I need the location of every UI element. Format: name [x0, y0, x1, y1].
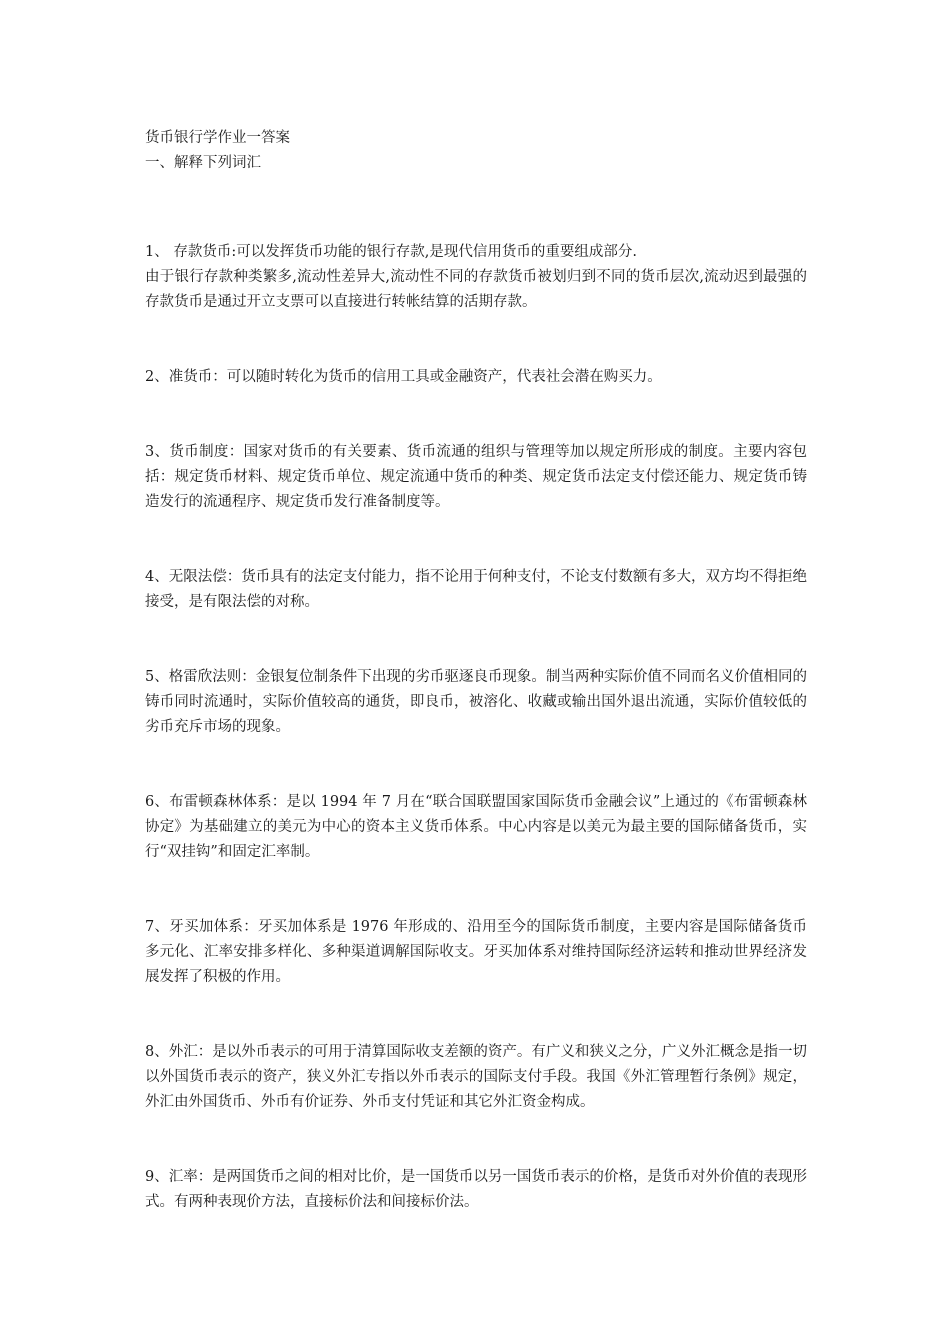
term-entry-9: [145, 1165, 807, 1215]
spacer: [145, 990, 807, 1040]
term-text: 8、外汇：是以外币表示的可用于清算国际收支差额的资产。有广义和狭义之分，广义外汇概念是指一切以外国货币表示的资产，狭义外汇专指以外币表示的国际支付手段。我国《外汇管理暂行条例》规定，外汇由外国货币、外币有价证券、外币支付凭证和其它外汇资金构成。: [145, 1044, 807, 1110]
spacer: [145, 615, 807, 665]
term-text: 5、格雷欣法则：金银复位制条件下出现的劣币驱逐良币现象。制当两种实际价值不同而名义价值相同的铸币同时流通时，实际价值较高的通货，即良币，被溶化、收藏或输出国外退出流通，实际价值较低的劣币充斥市场的现象。: [145, 669, 807, 735]
term-text: 2、准货币：可以随时转化为货币的信用工具或金融资产，代表社会潜在购买力。: [145, 369, 662, 385]
term-text: 9、汇率：是两国货币之间的相对比价，是一国货币以另一国货币表示的价格，是货币对外价值的表现形式。有两种表现价方法，直接标价法和间接标价法。: [145, 1169, 807, 1210]
term-entry-4: [145, 565, 807, 615]
document-title: 货币银行学作业一答案: [145, 130, 290, 146]
term-entry-2: [145, 365, 807, 390]
spacer: [145, 176, 807, 240]
term-text: 由于银行存款种类繁多,流动性差异大,流动性不同的存款货币被划归到不同的货币层次,流动迟到最强的存款货币是通过开立支票可以直接进行转帐结算的活期存款。: [145, 269, 807, 310]
spacer: [145, 515, 807, 565]
spacer: [145, 390, 807, 440]
term-text: 1、 存款货币:可以发挥货币功能的银行存款,是现代信用货币的重要组成部分.: [145, 244, 637, 260]
spacer: [145, 315, 807, 365]
term-entry-6: [145, 790, 807, 865]
spacer: [145, 740, 807, 790]
term-text: 3、货币制度：国家对货币的有关要素、货币流通的组织与管理等加以规定所形成的制度。主要内容包括：规定货币材料、规定货币单位、规定流通中货币的种类、规定货币法定支付偿还能力、规定货币铸造发行的流通程序、规定货币发行准备制度等。: [145, 444, 807, 510]
term-entry-5: [145, 665, 807, 740]
section-heading: 一、解释下列词汇: [145, 155, 261, 171]
term-text: 4、无限法偿：货币具有的法定支付能力，指不论用于何种支付，不论支付数额有多大，双方均不得拒绝接受，是有限法偿的对称。: [145, 569, 807, 610]
term-text: 7、牙买加体系：牙买加体系是 1976 年形成的、沿用至今的国际货币制度，主要内容是国际储备货币多元化、汇率安排多样化、多种渠道调解国际收支。牙买加体系对维持国际经济运转和推动世界经济发展发挥了积极的作用。: [145, 919, 807, 985]
spacer: [145, 865, 807, 915]
spacer: [145, 1115, 807, 1165]
term-entry-1: [145, 240, 807, 315]
document-page: [145, 126, 807, 1215]
term-entry-3: [145, 440, 807, 515]
term-entry-7: [145, 915, 807, 990]
term-entry-8: [145, 1040, 807, 1115]
term-text: 6、布雷顿森林体系：是以 1994 年 7 月在“联合国联盟国家国际货币金融会议”上通过的《布雷顿森林协定》为基础建立的美元为中心的资本主义货币体系。中心内容是以美元为最主要的国际储备货币，实行“双挂钩”和固定汇率制。: [145, 794, 807, 860]
